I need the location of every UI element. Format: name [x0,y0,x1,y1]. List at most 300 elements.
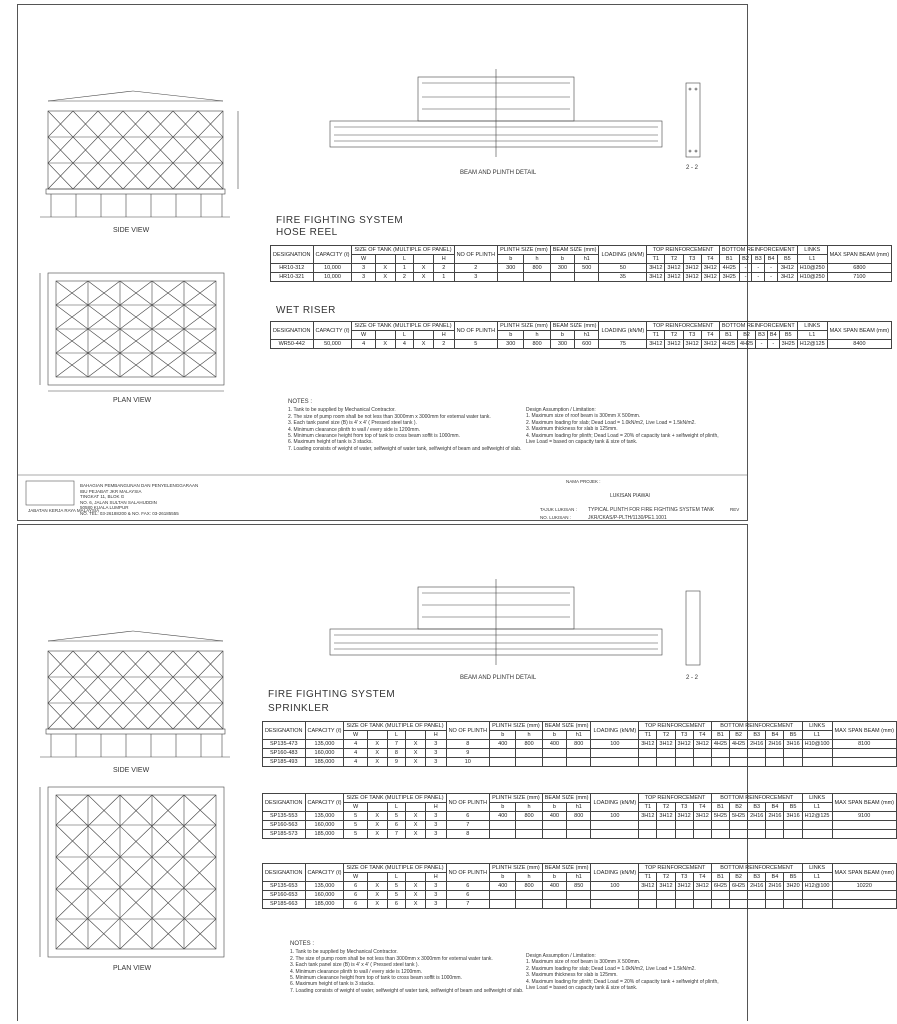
sub-b2: b [550,331,574,340]
list-item: BAHAGIAN PEMBANGUNAN DAN PENYELENGGARAAN [80,483,199,488]
table-cell: 3H16 [784,812,802,821]
col-top-reinf: TOP REINFORCEMENT [639,794,712,803]
table-cell [748,821,766,830]
table-cell [657,830,675,839]
design-list [526,413,719,445]
table-cell: X [406,812,426,821]
table-cell [730,821,748,830]
table-cell: X [414,273,434,282]
col-size: SIZE OF TANK (MULTIPLE OF PANEL) [344,794,446,803]
table-cell [766,891,784,900]
col-plinth-size: PLINTH SIZE (mm) [498,246,551,255]
table-cell: 850 [567,882,591,891]
list-item: IBU PEJABAT JKR MALAYSIA [80,488,142,494]
notes-block [288,399,521,452]
table-cell [748,758,766,767]
sub-b2b: B2 [739,255,752,264]
col-max-span: MAX SPAN BEAM (mm) [827,246,892,264]
drawing-number-label: NO. LUKISAN : [540,515,572,520]
table-cell: 4H25 [719,340,737,349]
table-cell: 50,000 [313,340,352,349]
col-capacity: CAPACITY (ℓ) [305,722,344,740]
sub-h: H [425,873,446,882]
table-cell: 3H12 [665,264,683,273]
title-hose-reel: HOSE REEL [276,227,338,238]
table-cell [516,830,542,839]
table-cell [748,891,766,900]
table-row [263,900,897,909]
list-item: 4. Maximum loading for plinth; Dead Load = 20% of capacity tank + selfweight of plinth, [526,978,719,985]
list-item: 7. Loading consists of weight of water, selfweight of water tank, selfweight of beam and selfweight of slab. [288,445,522,452]
sub-t3: T3 [683,331,701,340]
sub-b5: B5 [777,255,797,264]
table-cell [711,830,729,839]
table-cell [802,758,832,767]
table-cell: 400 [542,882,566,891]
list-item: 50580 KUALA LUMPUR [80,505,129,510]
table-cell: 3 [425,882,446,891]
table-cell: 300 [498,340,524,349]
table-cell: 3 [425,749,446,758]
table-cell: 5H25 [730,812,748,821]
col-links: LINKS [797,322,827,331]
table-cell: - [739,264,752,273]
sub-b2: b [550,255,574,264]
table-cell [784,830,802,839]
table-cell [832,821,897,830]
sub-h2: h [524,331,550,340]
table-cell: 6 [344,900,367,909]
table-cell: 2H16 [766,812,784,821]
col-beam-size: BEAM SIZE (mm) [542,722,591,731]
table-cell: 2 [454,264,498,273]
table-cell [639,891,657,900]
table-cell [516,891,542,900]
table-cell: 5 [344,812,367,821]
sub-h2: h [516,731,542,740]
table-cell [657,891,675,900]
table-cell: 185,000 [305,830,344,839]
table-cell: H12@125 [797,340,827,349]
hose-reel-rows [271,264,892,282]
sub-b1: B1 [711,803,729,812]
sprinkler-rows-a [263,740,897,767]
design-list-2 [526,959,719,991]
table-cell: 7 [387,830,405,839]
col-designation: DESIGNATION [263,864,306,882]
sub-h: H [425,731,446,740]
list-item: 5. Minimum clearance height from top of tank to cross beam soffit is 1000mm. [290,975,462,982]
table-cell [693,830,711,839]
sprinkler-table-b [262,793,897,839]
list-item: 2. Maximum loading for slab; Dead Load = 1.0kN/m2, Live Load = 1.5kN/m2. [526,419,696,426]
table-cell: 6 [387,900,405,909]
table-cell: 3H12 [693,740,711,749]
table-cell [657,900,675,909]
table-cell: 7 [446,900,490,909]
table-cell [542,821,566,830]
table-cell [693,758,711,767]
table-cell [490,830,516,839]
table-cell: X [367,740,387,749]
table-cell: H12@125 [802,812,832,821]
list-item: 1. Tank to be supplied by Mechanical Contractor. [290,949,398,956]
table-cell: 160,000 [305,891,344,900]
table-cell: 300 [550,340,574,349]
sprinkler-table-c [262,863,897,909]
table-row [263,882,897,891]
table-cell: 3H12 [701,264,719,273]
table-cell [591,821,639,830]
table-cell [832,891,897,900]
table-cell [639,749,657,758]
sub-t1: T1 [647,331,665,340]
table-cell [591,749,639,758]
table-cell: 400 [542,740,566,749]
col-bottom-reinf: BOTTOM REINFORCEMENT [719,322,797,331]
col-designation: DESIGNATION [263,722,306,740]
table-row [263,891,897,900]
table-cell: WR50-442 [271,340,314,349]
table-cell [567,821,591,830]
table-cell [748,900,766,909]
sub-t2: T2 [665,331,683,340]
sub-t3: T3 [675,873,693,882]
table-row [263,740,897,749]
notes-title: NOTES : [288,399,313,405]
sub-l: L [387,731,405,740]
sub-h1: h1 [575,331,599,340]
table-cell: 3 [425,758,446,767]
table-cell: 400 [490,740,516,749]
sub-t1: T1 [639,731,657,740]
table-cell: 3H12 [777,264,797,273]
col-links: LINKS [802,864,832,873]
table-cell: X [406,830,426,839]
table-cell: 3H12 [675,740,693,749]
table-cell [730,891,748,900]
sub-b2: b [542,803,566,812]
table-cell: 160,000 [305,821,344,830]
title-wet-riser: WET RISER [276,305,336,316]
table-cell [567,830,591,839]
table-cell: 500 [575,264,599,273]
sub-b2b: B2 [730,803,748,812]
table-cell: X [367,758,387,767]
sub-t4: T4 [693,731,711,740]
table-cell: 3 [425,830,446,839]
col-max-span: MAX SPAN BEAM (mm) [827,322,892,340]
table-cell: X [406,882,426,891]
sub-h2: h [516,873,542,882]
sub-b2: b [542,731,566,740]
list-item: NO. TEL: 03-26188200 & NO. FAX: 03-26185555 [80,510,179,516]
table-cell [693,891,711,900]
table-cell [766,900,784,909]
table-cell: 4 [344,749,367,758]
table-cell: 2H16 [748,740,766,749]
col-loading: LOADING (kN/M) [591,722,639,740]
table-cell: 4 [395,340,413,349]
table-cell [639,821,657,830]
col-max-span: MAX SPAN BEAM (mm) [832,864,897,882]
table-cell: X [375,340,395,349]
list-item: 3. Maximum thickness for slab is 125mm. [526,426,618,433]
list-item: 2. The size of pump room shall be not less than 3000mm x 3000mm for external water tank. [288,413,491,420]
beam-plinth-drawing-2 [330,579,700,665]
table-cell: 3H12 [693,882,711,891]
col-plinth-no: NO OF PLINTH [454,322,498,340]
sub-b4: B4 [766,731,784,740]
sub-h1: h1 [567,803,591,812]
table-cell [591,758,639,767]
sub-b: b [498,331,524,340]
col-links: LINKS [797,246,827,255]
table-cell: 5 [387,882,405,891]
table-cell: 9 [387,758,405,767]
design-block [526,407,719,445]
table-row [263,830,897,839]
rev-label: REV [730,507,740,512]
title-sprinkler: SPRINKLER [268,703,330,714]
table-row [271,273,892,282]
table-cell [802,900,832,909]
table-cell [498,273,524,282]
table-cell [675,900,693,909]
table-cell [784,821,802,830]
table-cell [542,900,566,909]
col-top-reinf: TOP REINFORCEMENT [639,864,712,873]
sub-b1: B1 [711,731,729,740]
table-cell [542,891,566,900]
col-loading: LOADING (kN/M) [599,246,647,264]
col-capacity: CAPACITY (ℓ) [313,322,352,340]
table-cell: 3 [425,812,446,821]
table-cell: X [406,900,426,909]
sub-h2: h [516,803,542,812]
table-cell: 3H12 [647,273,665,282]
table-cell [490,891,516,900]
col-plinth-no: NO OF PLINTH [446,722,490,740]
table-cell: - [739,273,752,282]
table-cell: 6 [344,891,367,900]
table-cell [766,758,784,767]
design-title: Design Assumption / Limitation: [526,407,596,413]
col-size: SIZE OF TANK (MULTIPLE OF PANEL) [344,722,446,731]
table-cell: 2 [433,340,454,349]
table-cell: 6 [387,821,405,830]
sub-b2b: B2 [738,331,756,340]
side-view-label-2: SIDE VIEW [113,767,150,774]
col-links: LINKS [802,722,832,731]
table-cell: 3H12 [693,812,711,821]
sub-l1: L1 [797,331,827,340]
col-beam-size: BEAM SIZE (mm) [550,322,599,331]
table-cell: 3H16 [784,740,802,749]
name-label: LUKISAN PIAWAI [610,493,650,499]
table-cell: 3H12 [657,812,675,821]
table-cell: 3H12 [777,273,797,282]
table-cell: 800 [516,740,542,749]
table-cell: H10@250 [797,264,827,273]
table-cell [711,821,729,830]
table-cell: 3H25 [719,273,739,282]
list-item: 4. Minimum clearance plinth to wall / every side is 1200mm. [290,968,422,975]
table-cell [711,758,729,767]
table-cell [766,830,784,839]
table-cell [832,758,897,767]
list-item: 1. Maximum size of roof beam is 300mm X 500mm. [526,413,641,420]
list-item: 2. The size of pump room shall be not less than 3000mm x 3000mm for external water tank. [290,955,493,962]
hose-reel-table [270,245,892,282]
col-size: SIZE OF TANK (MULTIPLE OF PANEL) [352,322,454,331]
col-top-reinf: TOP REINFORCEMENT [647,246,720,255]
table-cell: 10220 [832,882,897,891]
sub-l: L [387,873,405,882]
table-cell: X [406,821,426,830]
table-cell [516,900,542,909]
table-cell: H10@100 [802,740,832,749]
sub-l: L [395,331,413,340]
table-cell: SP135-653 [263,882,306,891]
sub-b3: B3 [752,255,765,264]
table-cell: 5 [344,821,367,830]
col-capacity: CAPACITY (ℓ) [305,794,344,812]
col-max-span: MAX SPAN BEAM (mm) [832,794,897,812]
sub-l1: L1 [802,873,832,882]
table-cell: 3 [425,891,446,900]
sub-b5: B5 [784,873,802,882]
table-cell: 6 [446,882,490,891]
table-cell: X [367,830,387,839]
col-designation: DESIGNATION [271,246,314,264]
table-cell: 3H12 [639,740,657,749]
table-cell: 4 [344,740,367,749]
side-view-drawing [40,91,238,217]
col-plinth-no: NO OF PLINTH [454,246,498,264]
table-cell [802,749,832,758]
table-cell: 6 [446,812,490,821]
table-cell [766,821,784,830]
table-cell: 3H12 [675,812,693,821]
sub-b3: B3 [748,873,766,882]
sub-b2b: B2 [730,873,748,882]
table-cell: 3H12 [657,882,675,891]
table-cell [639,830,657,839]
table-cell: 7 [446,821,490,830]
notes-block-2 [290,941,523,994]
sub-t4: T4 [693,873,711,882]
table-cell: 185,000 [305,758,344,767]
table-cell: - [752,264,765,273]
sub-b: b [490,803,516,812]
table-cell: HR10-312 [271,264,314,273]
table-cell: 10,000 [313,273,352,282]
list-item: 6. Maximum height of tank is 3 stacks. [290,981,375,988]
col-loading: LOADING (kN/M) [591,864,639,882]
table-cell: 5 [454,340,498,349]
table-cell: H12@100 [802,882,832,891]
table-cell [675,830,693,839]
sub-l1: L1 [802,731,832,740]
col-plinth-size: PLINTH SIZE (mm) [490,722,543,731]
sub-b4: B4 [765,255,778,264]
plan-view-drawing [40,273,224,391]
table-cell: SP185-663 [263,900,306,909]
list-item: 2. Maximum loading for slab; Dead Load = 1.0kN/m2, Live Load = 1.5kN/m2. [526,965,696,972]
list-item: 3. Each tank panel size (B) is 4' x 4' ( Pressed steel tank ). [288,420,417,427]
table-cell: 3H25 [779,340,797,349]
list-item: 3. Each tank panel size (B) is 4' x 4' ( Pressed steel tank ). [290,962,419,969]
col-size: SIZE OF TANK (MULTIPLE OF PANEL) [352,246,454,255]
beam-detail-label: BEAM AND PLINTH DETAIL [460,170,537,176]
list-item: 7. Loading consists of weight of water, selfweight of water tank, selfweight of beam and selfweight of slab. [290,987,524,994]
table-cell [675,749,693,758]
sprinkler-rows-c [263,882,897,909]
table-cell: X [414,264,434,273]
table-cell: 2H16 [748,882,766,891]
col-max-span: MAX SPAN BEAM (mm) [832,722,897,740]
col-size: SIZE OF TANK (MULTIPLE OF PANEL) [344,864,446,873]
sub-w: W [352,331,375,340]
table-cell [730,830,748,839]
table-cell: 3 [454,273,498,282]
table-cell [591,891,639,900]
list-item: Live Load = based on capacity tank & size of tank. [526,985,638,992]
table-cell: 6 [344,882,367,891]
table-cell: 6H25 [711,882,729,891]
drawing-title: TYPICAL PLINTH FOR FIRE FIGHTING SYSTEM TANK [588,507,715,513]
list-item: 1. Tank to be supplied by Mechanical Contractor. [288,407,396,414]
col-designation: DESIGNATION [263,794,306,812]
beam-detail-label-2: BEAM AND PLINTH DETAIL [460,675,537,681]
side-view-drawing-2 [40,631,230,757]
table-cell: 3H12 [683,340,701,349]
sub-t2: T2 [657,873,675,882]
sub-l1: L1 [797,255,827,264]
sub-h1: h1 [567,731,591,740]
table-cell: 4 [352,340,375,349]
table-cell [802,821,832,830]
notes-title-2: NOTES : [290,941,315,947]
table-row [263,812,897,821]
table-cell: 3H20 [784,882,802,891]
sub-b3: B3 [756,331,768,340]
list-item: 4. Minimum clearance plinth to wall / every side is 1200mm. [288,426,420,433]
sub-w: W [344,803,367,812]
table-cell [693,749,711,758]
table-cell: 6 [446,891,490,900]
table-cell: 8100 [832,740,897,749]
plan-view-label: PLAN VIEW [113,397,152,404]
table-cell: 2H16 [766,740,784,749]
sub-b1: B1 [719,331,737,340]
table-cell [784,749,802,758]
table-cell: X [406,891,426,900]
sub-b1: B1 [719,255,739,264]
col-top-reinf: TOP REINFORCEMENT [647,322,720,331]
table-cell: 3H12 [683,273,701,282]
sub-h1: h1 [575,255,599,264]
table-row [263,758,897,767]
sub-t1: T1 [639,803,657,812]
col-bottom-reinf: BOTTOM REINFORCEMENT [711,794,802,803]
table-cell: - [756,340,768,349]
table-cell: 9 [446,749,490,758]
sub-t3: T3 [683,255,701,264]
table-cell: - [752,273,765,282]
table-cell: 8 [387,749,405,758]
